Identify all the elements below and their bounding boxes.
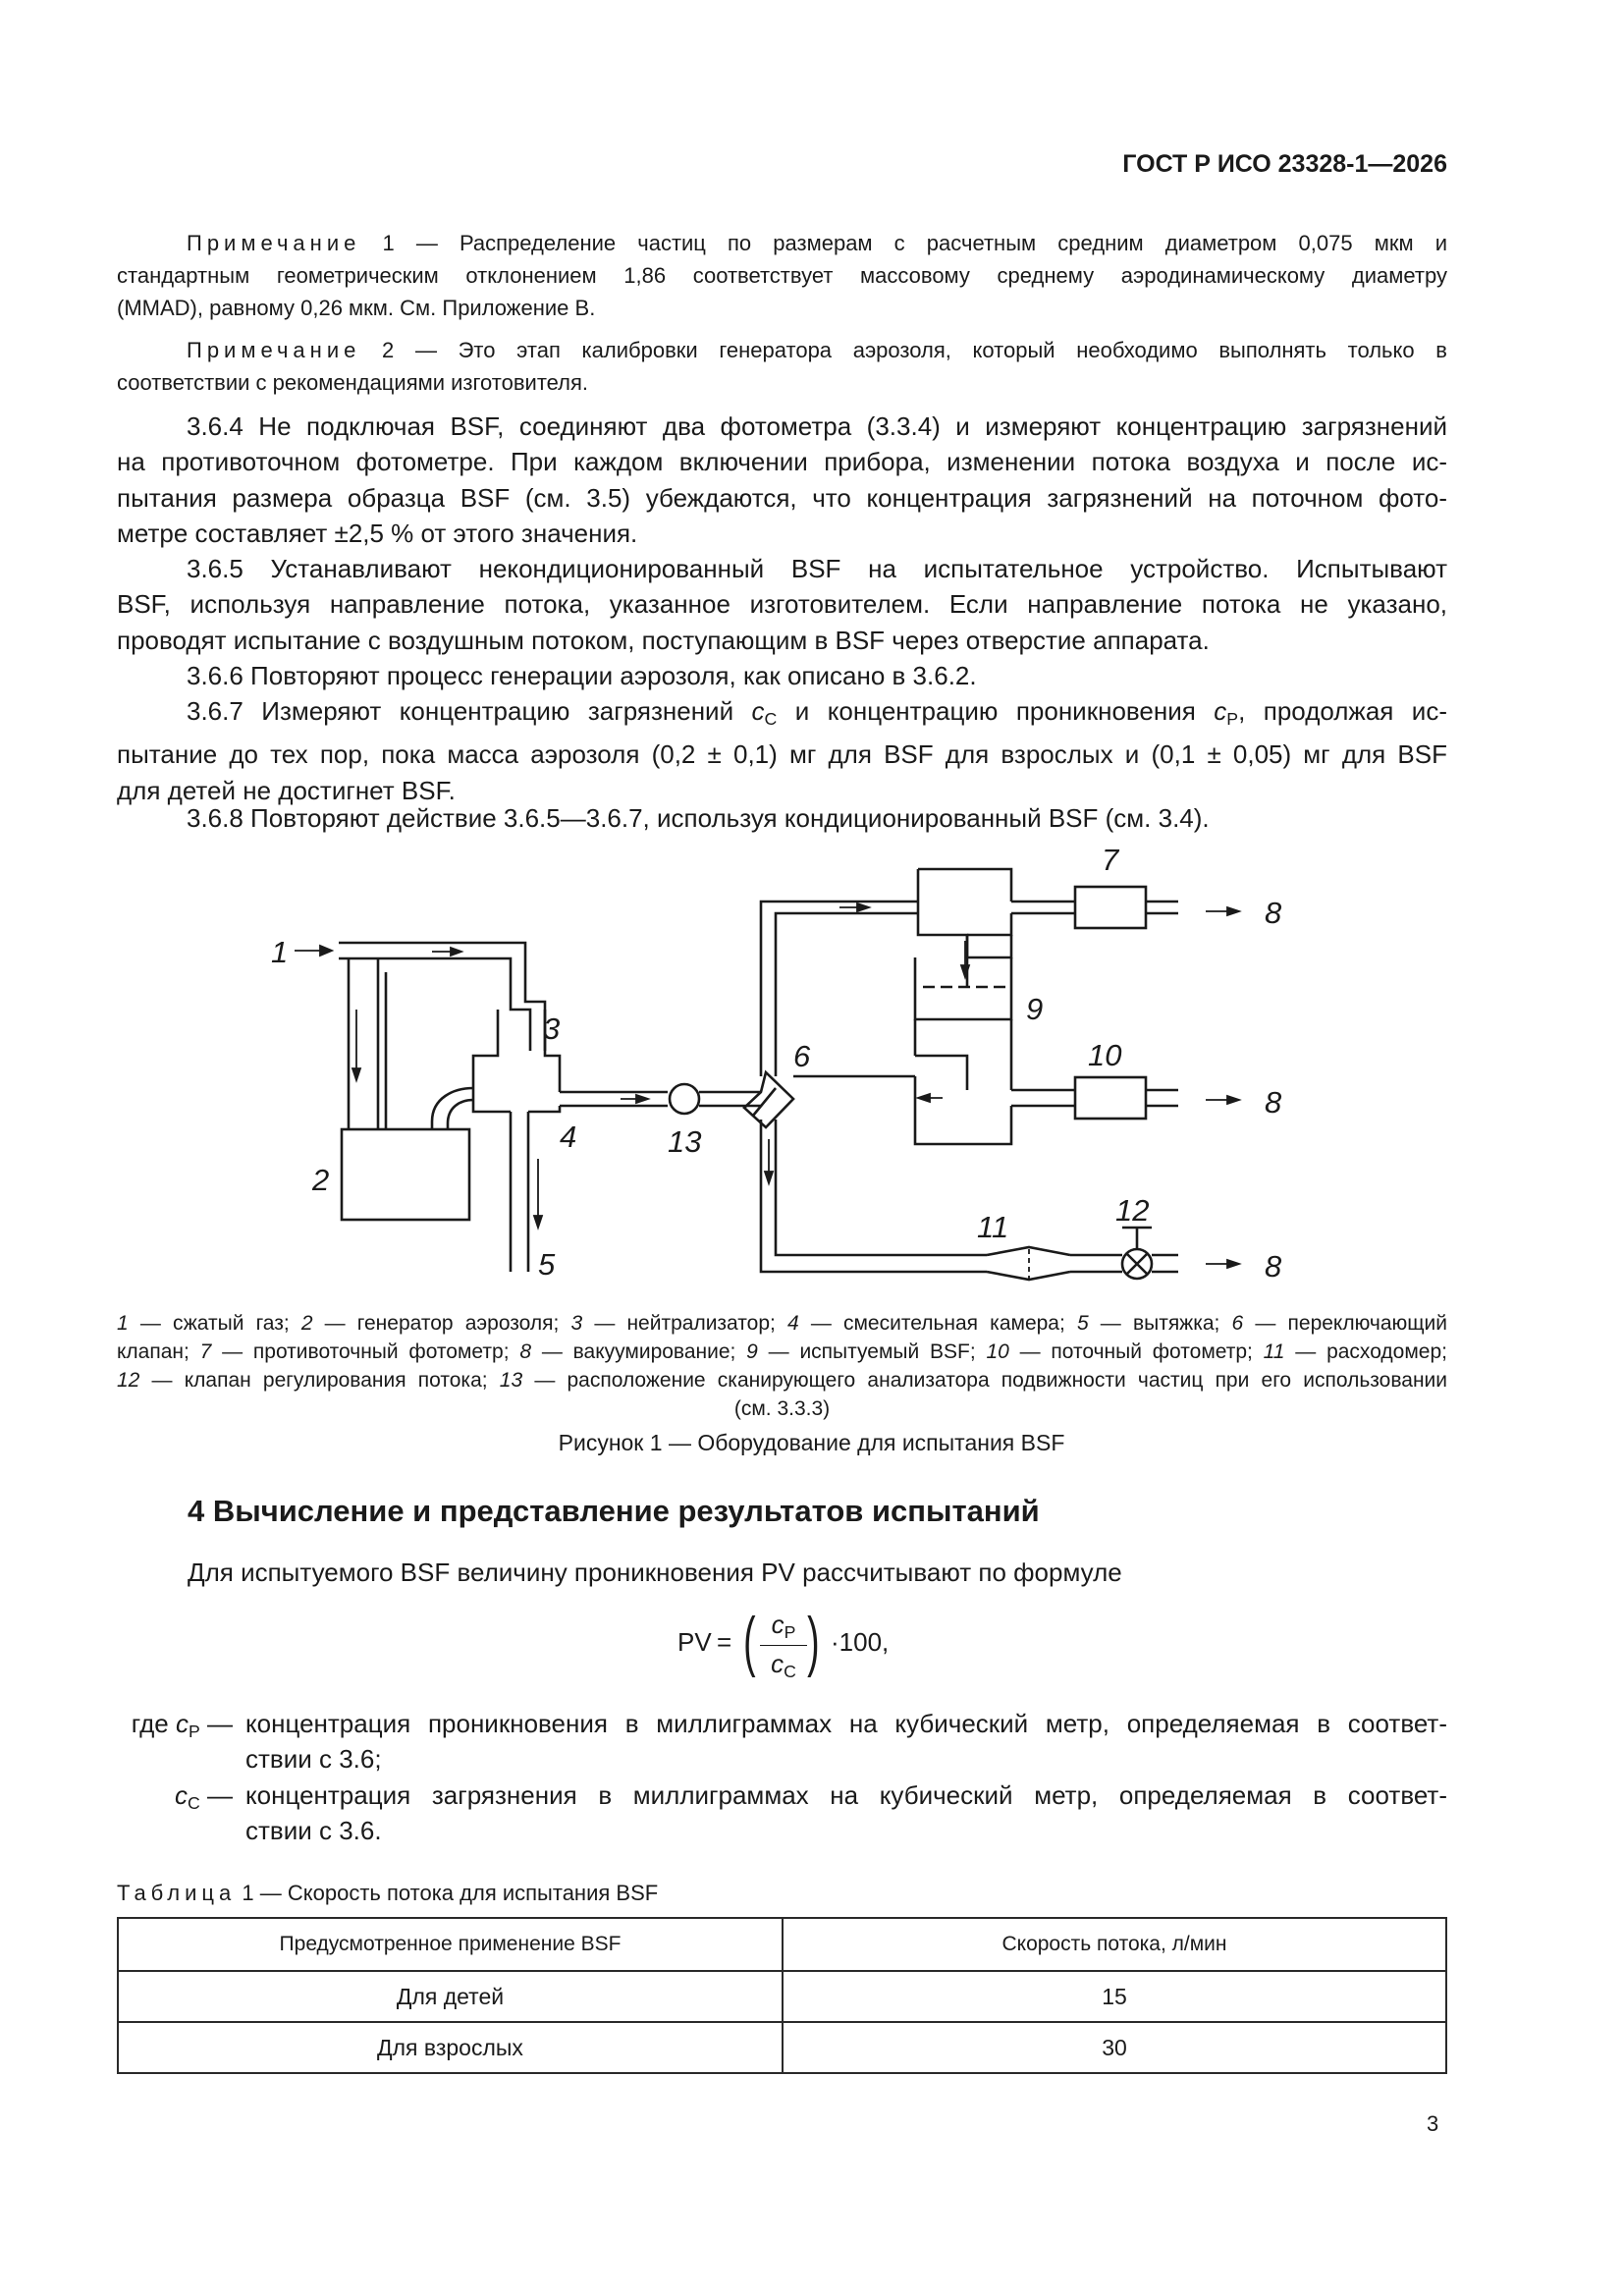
clause-text: 3.6.4 Не подключая BSF, соединяют два фотометра (3.3.4) и измеряют концентрацию загрязнений	[187, 411, 1447, 441]
note-number: 1	[382, 231, 395, 255]
label-4: 4	[560, 1120, 577, 1154]
table-row	[118, 1971, 1446, 2022]
aerosol-generator	[342, 1129, 469, 1220]
label-5: 5	[538, 1247, 556, 1282]
formula-fraction	[758, 1606, 809, 1684]
legend-line: 12 — клапан регулирования потока; 13 — расположение сканирующего анализатора подвижности частиц при его использовании	[117, 1369, 1448, 1392]
formula-denominator: $c_C$	[771, 1649, 796, 1681]
table-cell: 15	[783, 1971, 1446, 2022]
note-number: 2	[382, 338, 395, 362]
clause-line: метре составляет ±2,5 % от этого значения.	[117, 518, 638, 548]
formula-lhs: PV	[677, 1627, 712, 1657]
label-11: 11	[977, 1210, 1009, 1244]
label-12: 12	[1115, 1193, 1150, 1228]
clause-line: для детей не достигнет BSF.	[117, 775, 456, 805]
table-header-cell: Скорость потока, л/мин	[783, 1918, 1446, 1971]
compressed-gas-pipe	[339, 943, 545, 1051]
note-text: — Распределение частиц по размерам с расчетным средним диаметром 0,075 мкм и	[415, 231, 1447, 255]
note-1-line: стандартным геометрическим отклонением 1,86 соответствует массовому среднему аэродинамическому диаметру	[117, 263, 1447, 288]
table-cell: Для детей	[118, 1971, 783, 2022]
label-3: 3	[543, 1011, 561, 1046]
where-definition: концентрация загрязнения в миллиграммах на кубический метр, определяемая в соответ- ствии с 3.6.	[245, 1780, 1447, 1846]
switching-valve	[744, 1072, 793, 1127]
generator-feed-pipe	[349, 958, 386, 1129]
figure-legend	[117, 1309, 1447, 1423]
flow-rate-table	[117, 1917, 1447, 2074]
table-cell: 30	[783, 2022, 1446, 2073]
label-8-bottom: 8	[1265, 1249, 1282, 1284]
clause-text: 3.6.5 Устанавливают некондиционированный BSF на испытательное устройство. Испытывают	[187, 554, 1447, 583]
counterflow-photometer-branch	[918, 869, 1075, 987]
table-cell: Для взрослых	[118, 2022, 783, 2073]
note-label: Примечание	[187, 338, 361, 362]
valve-risers	[761, 902, 987, 1272]
table-header-cell: Предусмотренное применение BSF	[118, 1918, 783, 1971]
pipe-to-valve	[699, 1092, 761, 1106]
legend-line: клапан; 7 — противоточный фотометр; 8 — вакуумирование; 9 — испытуемый BSF; 10 — поточный фотометр; 11 — расходомер;	[117, 1340, 1447, 1363]
counterflow-photometer	[1075, 887, 1146, 928]
document-header: ГОСТ Р ИСО 23328-1—2026	[1122, 150, 1447, 178]
section-4-intro: Для испытуемого BSF величину проникновения PV рассчитывают по формуле	[188, 1558, 1122, 1587]
vacuum-line-top	[1146, 902, 1178, 913]
formula-multiplier: ·100,	[831, 1627, 890, 1657]
page-number: 3	[1427, 2111, 1439, 2136]
note-2-line: соответствии с рекомендациями изготовителя.	[117, 370, 589, 395]
label-9: 9	[1026, 992, 1044, 1026]
symbol-sub: P	[1226, 709, 1239, 729]
clause-text: , продолжая ис-	[1238, 696, 1447, 726]
legend-line: 1 — сжатый газ; 2 — генератор аэрозоля; 3 — нейтрализатор; 4 — смесительная камера; 5 — вытяжка; 6 — переключающий	[117, 1312, 1448, 1335]
formula-right-paren: )	[807, 1604, 820, 1678]
label-2: 2	[312, 1163, 330, 1197]
flowthrough-photometer-branch	[793, 1076, 1075, 1144]
clause-line: на противоточном фотометре. При каждом включении прибора, изменении потока воздуха и после ис-	[117, 447, 1447, 477]
clause-line: проводят испытание с воздушным потоком, поступающим в BSF через отверстие аппарата.	[117, 625, 1210, 655]
formula-numerator: $c_P$	[771, 1610, 796, 1642]
where-term: где $c_P$ —	[131, 1709, 233, 1741]
label-6: 6	[793, 1039, 811, 1073]
clause-text: 3.6.8 Повторяют действие 3.6.5—3.6.7, используя кондиционированный BSF (см. 3.4).	[187, 803, 1210, 833]
table-caption: Таблица 1 — Скорость потока для испытания BSF	[117, 1881, 659, 1905]
label-7: 7	[1102, 843, 1119, 877]
note-1-line: (MMAD), равному 0,26 мкм. См. Приложение В.	[117, 296, 596, 320]
clause-text: и концентрацию проникновения	[777, 696, 1215, 726]
label-1: 1	[271, 935, 289, 969]
clause-text: 3.6.7 Измеряют концентрацию загрязнений	[187, 696, 752, 726]
flowmeter	[987, 1247, 1070, 1280]
penetration-formula	[677, 1606, 933, 1684]
clause-line: пытания размера образца BSF (см. 3.5) убеждаются, что концентрация загрязнений на поточном фото-	[117, 482, 1447, 513]
fraction-bar	[760, 1645, 807, 1646]
label-10: 10	[1088, 1038, 1122, 1072]
generator-to-mixer-pipe	[432, 1088, 473, 1129]
clause-text: 3.6.6 Повторяют процесс генерации аэрозоля, как описано в 3.6.2.	[187, 661, 977, 690]
where-definition: концентрация проникновения в миллиграммах на кубический метр, определяемая в соответ- ствии с 3.6;	[245, 1709, 1447, 1775]
vacuum-line-middle	[1146, 1090, 1178, 1106]
label-13: 13	[668, 1124, 702, 1159]
formula-equals: =	[717, 1627, 732, 1657]
where-term: $c_C$ —	[175, 1780, 233, 1813]
clause-line: пытание до тех пор, пока масса аэрозоля (0,2 ± 0,1) мг для BSF для взрослых и (0,1 ± 0,05) мг для BSF	[117, 739, 1447, 770]
label-8-top: 8	[1265, 896, 1282, 930]
section-4-title: 4 Вычисление и представление результатов испытаний	[188, 1494, 1040, 1528]
note-text: — Это этап калибровки генератора аэрозоля, который необходимо выполнять только в	[414, 338, 1447, 362]
mobility-analyzer-location	[670, 1084, 699, 1114]
symbol-sub: C	[764, 709, 778, 729]
legend-line: (см. 3.3.3)	[733, 1397, 831, 1420]
symbol-c: c	[751, 696, 765, 726]
formula-left-paren: (	[743, 1604, 756, 1678]
clause-line: BSF, используя направление потока, указанное изготовителем. Если направление потока не указано,	[117, 589, 1447, 620]
table-header-row	[118, 1918, 1446, 1971]
note-label: Примечание	[187, 231, 361, 255]
label-8-middle: 8	[1265, 1085, 1282, 1120]
bsf-test-holder	[915, 935, 1011, 1090]
flowthrough-photometer	[1075, 1077, 1146, 1119]
table-row	[118, 2022, 1446, 2073]
symbol-c: c	[1214, 696, 1227, 726]
flow-control-valve	[1122, 1228, 1152, 1279]
figure-caption: Рисунок 1 — Оборудование для испытания BSF	[558, 1430, 1065, 1455]
